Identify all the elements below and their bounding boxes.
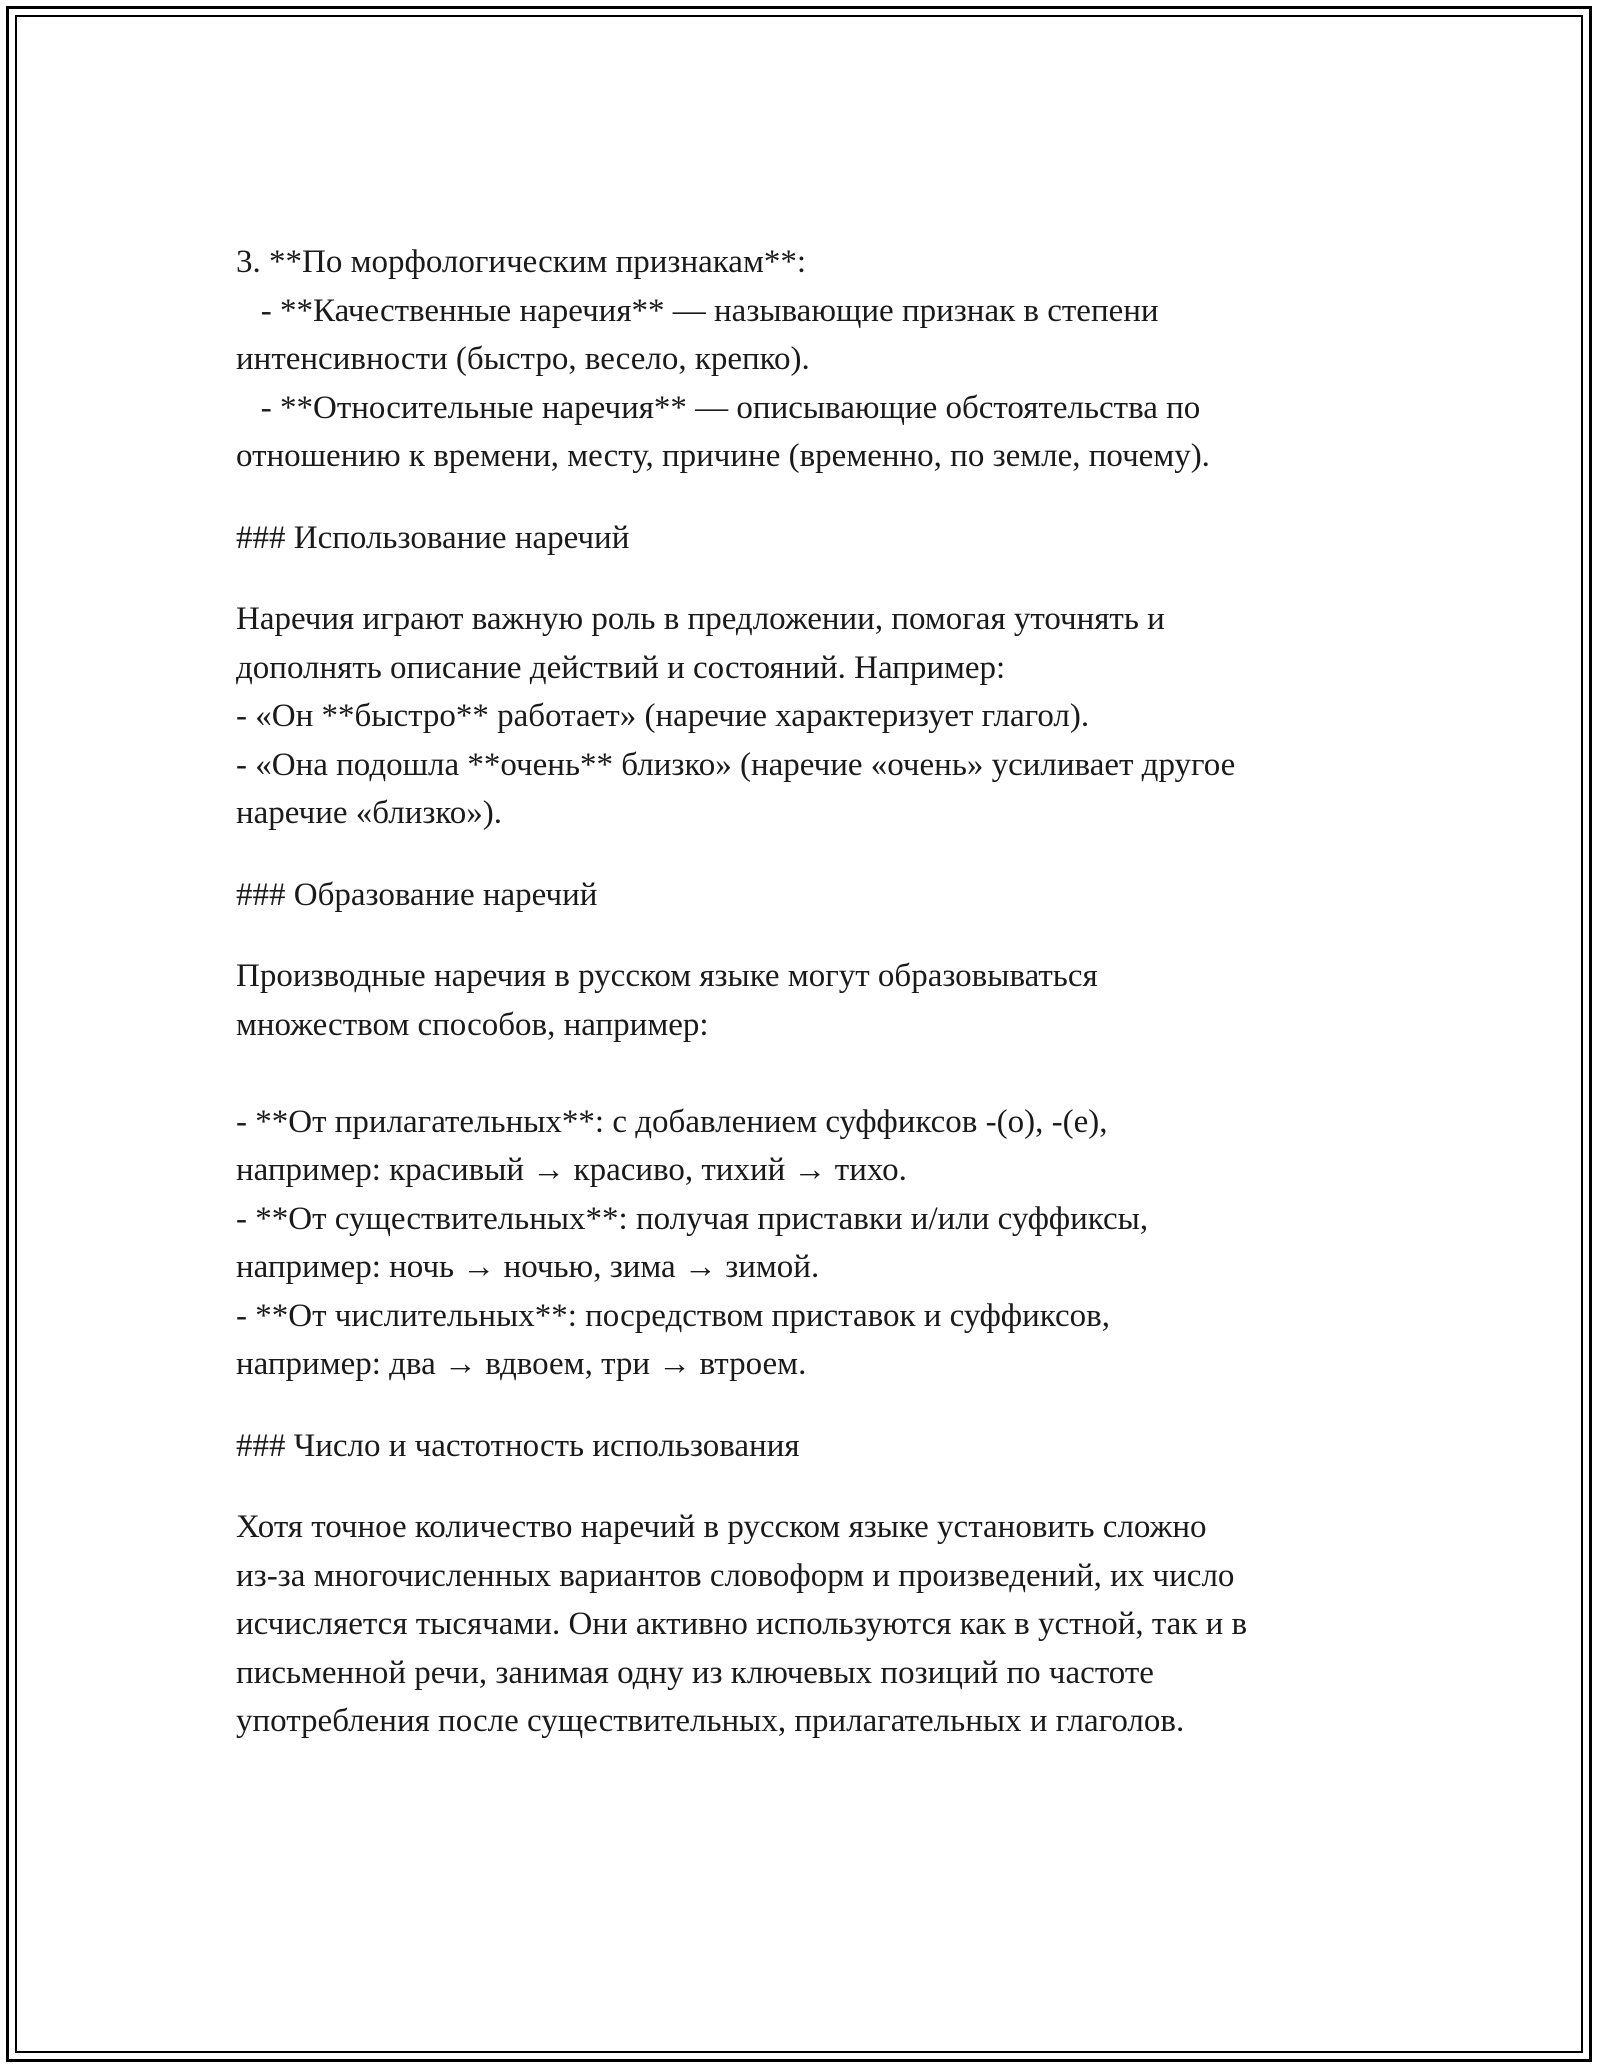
paragraph-line: Производные наречия в русском языке могут образовываться [236, 958, 1098, 994]
blank-line [236, 481, 1386, 514]
text-line: например: два → вдвоем, три → втроем. [236, 1346, 807, 1382]
example-item: - «Он **быстро** работает» (наречие характеризует глагол). [236, 698, 1090, 734]
paragraph-line: употребления после существительных, прилагательных и глаголов. [236, 1703, 1185, 1739]
heading-usage: ### Использование наречий [236, 519, 630, 556]
blank-line [236, 1049, 1386, 1098]
text-line: интенсивности (быстро, весело, крепко). [236, 341, 810, 377]
paragraph-line: Наречия играют важную роль в предложении, помогая уточнять и [236, 601, 1165, 637]
paragraph-line: письменной речи, занимая одну из ключевых позиций по частоте [236, 1654, 1154, 1691]
list-item-morphological: 3. **По морфологическим признакам**: [236, 244, 807, 280]
text-line: наречие «близко»). [236, 795, 503, 831]
blank-line [236, 919, 1386, 952]
text-line: отношению к времени, месту, причине (временно, по земле, почему). [236, 438, 1210, 474]
list-item-numerals: - **От числительных**: посредством приставок и суффиксов, [236, 1297, 1110, 1334]
sub-item-qualitative: - **Качественные наречия** — называющие признак в степени [236, 292, 1159, 329]
text-line: например: ночь → ночью, зима → зимой. [236, 1249, 820, 1285]
document-body [236, 238, 1386, 1746]
paragraph-line: Хотя точное количество наречий в русском языке установить сложно [236, 1509, 1207, 1545]
heading-formation: ### Образование наречий [236, 876, 598, 913]
blank-line [236, 1389, 1386, 1422]
blank-line [236, 562, 1386, 595]
paragraph-line: из-за многочисленных вариантов словоформ и произведений, их число [236, 1557, 1235, 1594]
blank-line [236, 1470, 1386, 1503]
heading-frequency: ### Число и частотность использования [236, 1427, 800, 1464]
text-line: например: красивый → красиво, тихий → тихо. [236, 1152, 907, 1188]
paragraph-line: исчисляется тысячами. Они активно используются как в устной, так и в [236, 1606, 1248, 1642]
blank-line [236, 838, 1386, 871]
list-item-nouns: - **От существительных**: получая приставки и/или суффиксы, [236, 1200, 1149, 1237]
list-item-adjectives: - **От прилагательных**: с добавлением суффиксов -(о), -(е), [236, 1103, 1108, 1140]
sub-item-relative: - **Относительные наречия** — описывающие обстоятельства по [236, 389, 1201, 426]
paragraph-line: множеством способов, например: [236, 1006, 709, 1043]
example-item: - «Она подошла **очень** близко» (наречие «очень» усиливает другое [236, 746, 1236, 783]
paragraph-line: дополнять описание действий и состояний. Например: [236, 649, 1006, 686]
